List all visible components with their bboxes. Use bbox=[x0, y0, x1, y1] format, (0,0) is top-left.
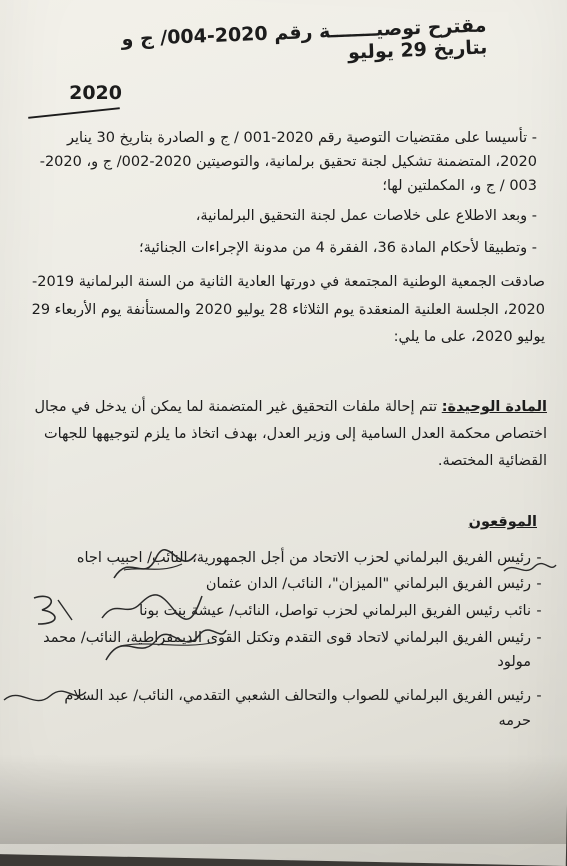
article-text: تتم إحالة ملفات التحقيق غير المتضمنة لما يمكن أن يدخل في مجال bbox=[35, 399, 442, 415]
signatory-text: رئيس الفريق البرلماني للصواب والتحالف الشعبي التقدمي، النائب/ عبد السلام bbox=[64, 688, 531, 704]
signatory-text: رئيس الفريق البرلماني لحزب الاتحاد من أجل الجمهورية، النائب/ احبيب اجاه bbox=[77, 550, 531, 566]
list-bullet: - bbox=[531, 628, 547, 648]
signatory-text: رئيس الفريق البرلماني لاتحاد قوى التقدم وتكتل القوى الديمقراطية، النائب/ محمد bbox=[43, 630, 531, 646]
signatories-heading: الموقعون bbox=[469, 514, 537, 530]
document-title: مقترح توصيـــــــة رقم 2020-004/ ج و بتاريخ 29 يوليو bbox=[89, 14, 487, 73]
preamble-line: - وتطبيقا لأحكام المادة 36، الفقرة 4 من مدونة الإجراءات الجنائية؛ bbox=[20, 238, 537, 258]
handwritten-signature bbox=[28, 590, 78, 630]
list-bullet: - bbox=[531, 574, 547, 594]
signatory-row bbox=[43, 628, 547, 648]
page-shadow bbox=[0, 754, 567, 844]
signatory-text: نائب رئيس الفريق البرلماني لحزب تواصل، النائب/ عيشة بنت بونا bbox=[139, 603, 531, 619]
signatory-row bbox=[139, 601, 547, 621]
preamble-line: 2020، الجلسة العلنية المنعقدة يوم الثلاثاء 28 يوليو 2020 والمستأنفة يوم الأربعاء 29 bbox=[20, 300, 545, 320]
preamble-line: 003 / ج و، المكملتين لها؛ bbox=[20, 176, 537, 196]
title-underline bbox=[28, 107, 120, 119]
article-line: اختصاص محكمة العدل السامية إلى وزير العدل، بهدف اتخاذ ما يلزم لتوجيهها للجهات bbox=[20, 424, 547, 444]
article-line: القضائية المختصة. bbox=[20, 451, 547, 471]
article-label: المادة الوحيدة: bbox=[442, 399, 547, 415]
signatory-row-continuation: حرمه bbox=[498, 711, 531, 731]
signatory-row bbox=[206, 574, 547, 594]
signatory-row bbox=[64, 686, 547, 706]
signatory-text: رئيس الفريق البرلماني "الميزان"، النائب/ الدان عثمان bbox=[206, 576, 531, 592]
preamble-line: 2020، المتضمنة تشكيل لجنة تحقيق برلمانية، والتوصيتين 2020-002/ ج و، 2020- bbox=[20, 152, 537, 172]
list-bullet: - bbox=[531, 548, 547, 568]
list-bullet: - bbox=[531, 601, 547, 621]
preamble-line: صادقت الجمعية الوطنية المجتمعة في دورتها العادية الثانية من السنة البرلمانية 2019- bbox=[20, 272, 545, 292]
signatory-row bbox=[77, 548, 547, 568]
document-title-year: 2020 bbox=[69, 82, 122, 104]
preamble-line: - تأسيسا على مقتضيات التوصية رقم 2020-001 / ج و الصادرة بتاريخ 30 يناير bbox=[20, 128, 537, 148]
preamble-line: يوليو 2020، على ما يلي: bbox=[20, 327, 545, 347]
signatory-row-continuation: مولود bbox=[497, 652, 531, 672]
article-line bbox=[20, 397, 547, 417]
list-bullet: - bbox=[531, 686, 547, 706]
preamble-line: - وبعد الاطلاع على خلاصات عمل لجنة التحقيق البرلمانية، bbox=[20, 206, 537, 226]
